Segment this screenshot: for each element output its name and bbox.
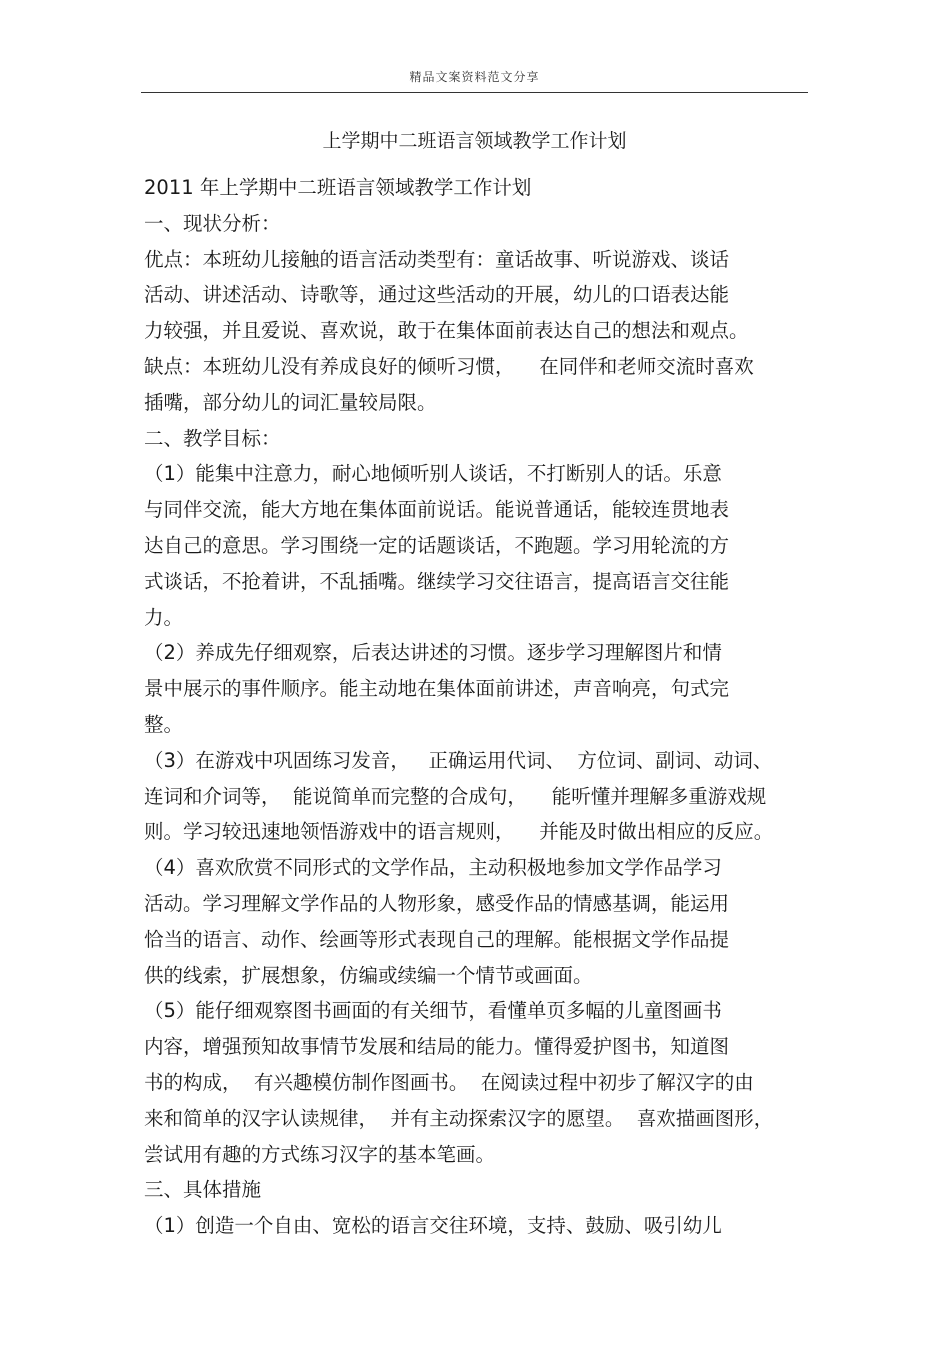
body-line: 2011 年上学期中二班语言领域教学工作计划 — [144, 176, 532, 199]
body-line: （1）创造一个自由、宽松的语言交往环境，支持、鼓励、吸引幼儿 — [144, 1214, 722, 1238]
body-line: 二、教学目标： — [144, 426, 281, 450]
body-line: 则。学习较迅速地领悟游戏中的语言规则， 并能及时做出相应的反应。 — [144, 820, 774, 844]
body-line: 内容，增强预知故事情节发展和结局的能力。懂得爱护图书，知道图 — [144, 1035, 730, 1059]
body-line: 书的构成， 有兴趣模仿制作图画书。 在阅读过程中初步了解汉字的由 — [144, 1071, 754, 1094]
document-title: 上学期中二班语言领域教学工作计划 — [322, 130, 627, 152]
body-line: 恰当的语言、动作、绘画等形式表现自己的理解。能根据文学作品提 — [144, 927, 730, 951]
body-line: （3）在游戏中巩固练习发音， 正确运用代词、 方位词、副词、动词、 — [144, 748, 773, 772]
header-text: 精品文案资料范文分享 — [409, 70, 540, 84]
body-line: 活动。学习理解文学作品的人物形象，感受作品的情感基调，能运用 — [144, 892, 730, 915]
body-line: 尝试用有趣的方式练习汉字的基本笔画。 — [144, 1142, 496, 1166]
body-line: 景中展示的事件顺序。能主动地在集体面前讲述，声音响亮，句式完 — [144, 677, 730, 701]
page-header — [141, 62, 808, 93]
body-line: 达自己的意思。学习围绕一定的话题谈话，不跑题。学习用轮流的方 — [144, 534, 730, 557]
body-line: （2）养成先仔细观察，后表达讲述的习惯。逐步学习理解图片和情 — [144, 641, 722, 665]
body-line: 三、具体措施 — [144, 1178, 262, 1202]
body-line: 缺点：本班幼儿没有养成良好的倾听习惯， 在同伴和老师交流时喜欢 — [144, 355, 754, 378]
body-line: （4）喜欢欣赏不同形式的文学作品，主动积极地参加文学作品学习 — [144, 856, 722, 880]
body-line: 与同伴交流，能大方地在集体面前说话。能说普通话，能较连贯地表 — [144, 498, 730, 522]
body-line: 活动、讲述活动、诗歌等，通过这些活动的开展，幼儿的口语表达能 — [144, 283, 730, 307]
body-line: 连词和介词等， 能说简单而完整的合成句， 能听懂并理解多重游戏规 — [144, 784, 767, 808]
body-line: 来和简单的汉字认读规律， 并有主动探索汉字的愿望。 喜欢描画图形， — [144, 1106, 774, 1130]
body-line: 一、现状分析： — [144, 211, 281, 235]
body-line: 插嘴，部分幼儿的词汇量较局限。 — [144, 390, 437, 414]
body-line: （1）能集中注意力，耐心地倾听别人谈话，不打断别人的话。乐意 — [144, 462, 722, 486]
body-line: （5）能仔细观察图书画面的有关细节，看懂单页多幅的儿童图画书 — [144, 999, 722, 1023]
body-line: 整。 — [144, 713, 184, 736]
body-line: 力较强，并且爱说、喜欢说，敢于在集体面前表达自己的想法和观点。 — [144, 319, 749, 343]
body-line: 式谈话，不抢着讲，不乱插嘴。继续学习交往语言，提高语言交往能 — [144, 569, 730, 593]
body-line: 供的线索，扩展想象，仿编或续编一个情节或画面。 — [144, 963, 593, 987]
body-line: 力。 — [144, 605, 184, 629]
body-line: 优点：本班幼儿接触的语言活动类型有：童话故事、听说游戏、谈话 — [144, 247, 730, 271]
